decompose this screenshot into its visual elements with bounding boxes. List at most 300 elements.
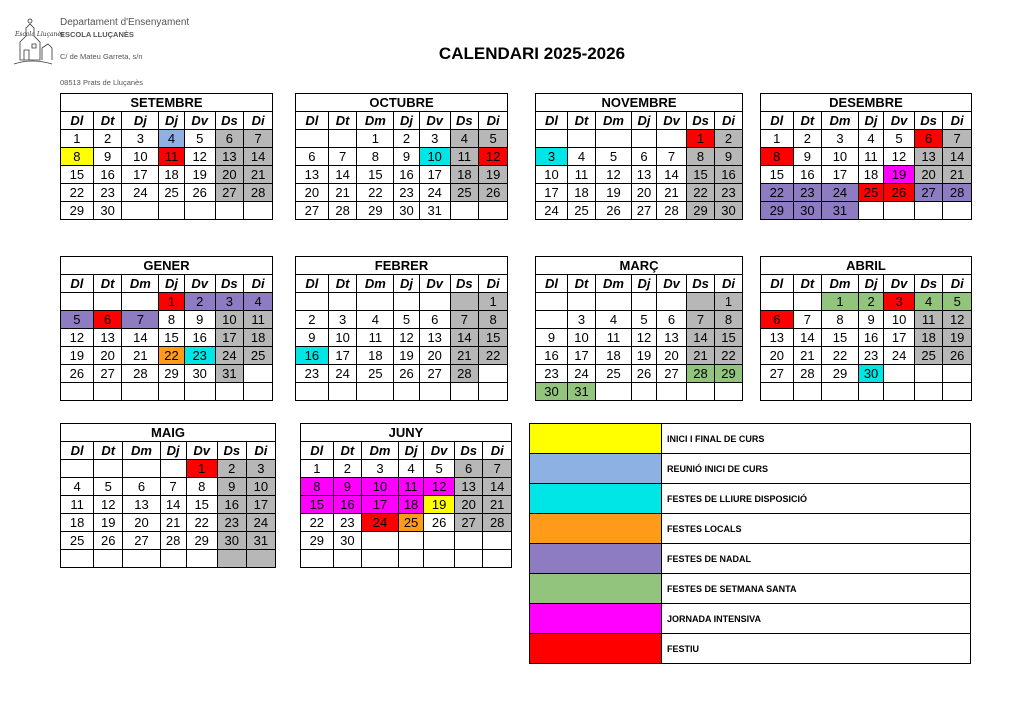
day-cell: 19 bbox=[61, 347, 94, 365]
day-cell: 17 bbox=[884, 329, 915, 347]
empty-cell bbox=[123, 460, 160, 478]
weekday-header: Dj bbox=[122, 112, 159, 130]
day-cell: 17 bbox=[328, 347, 357, 365]
month-table bbox=[60, 423, 276, 568]
day-cell: 15 bbox=[687, 166, 715, 184]
day-cell: 5 bbox=[943, 293, 972, 311]
day-cell: 13 bbox=[93, 329, 122, 347]
empty-cell bbox=[296, 293, 329, 311]
day-cell: 18 bbox=[914, 329, 943, 347]
day-cell: 10 bbox=[122, 148, 159, 166]
empty-cell bbox=[93, 383, 122, 401]
day-cell: 23 bbox=[793, 184, 822, 202]
legend-swatch bbox=[530, 484, 662, 514]
empty-cell bbox=[914, 202, 943, 220]
day-cell: 1 bbox=[186, 460, 217, 478]
week-row bbox=[61, 311, 273, 329]
week-row bbox=[296, 148, 508, 166]
week-row bbox=[296, 329, 508, 347]
day-cell: 14 bbox=[160, 496, 186, 514]
day-cell: 15 bbox=[357, 166, 394, 184]
week-row bbox=[296, 347, 508, 365]
week-row bbox=[61, 329, 273, 347]
weekday-header: Dj bbox=[159, 112, 185, 130]
month-table bbox=[760, 256, 972, 401]
day-cell: 30 bbox=[333, 532, 362, 550]
week-row bbox=[761, 130, 972, 148]
day-cell: 12 bbox=[943, 311, 972, 329]
day-cell: 6 bbox=[761, 311, 794, 329]
day-cell: 17 bbox=[362, 496, 399, 514]
day-cell: 12 bbox=[184, 148, 215, 166]
day-cell: 27 bbox=[761, 365, 794, 383]
day-cell: 20 bbox=[914, 166, 943, 184]
day-cell: 14 bbox=[793, 329, 822, 347]
empty-cell bbox=[424, 550, 455, 568]
weekday-header: Dt bbox=[94, 442, 123, 460]
day-cell: 16 bbox=[394, 166, 420, 184]
day-cell: 12 bbox=[884, 148, 915, 166]
day-cell: 8 bbox=[301, 478, 334, 496]
day-cell: 2 bbox=[217, 460, 246, 478]
empty-cell bbox=[296, 130, 329, 148]
weekday-header: Dt bbox=[568, 275, 596, 293]
day-cell: 27 bbox=[93, 365, 122, 383]
weekday-header: Dv bbox=[184, 275, 215, 293]
day-cell: 26 bbox=[596, 202, 632, 220]
day-cell: 14 bbox=[483, 478, 512, 496]
day-cell: 6 bbox=[632, 148, 657, 166]
day-cell: 17 bbox=[419, 166, 450, 184]
day-cell: 16 bbox=[93, 166, 122, 184]
month-name: NOVEMBRE bbox=[536, 94, 743, 112]
day-cell: 5 bbox=[61, 311, 94, 329]
empty-cell bbox=[362, 532, 399, 550]
week-row bbox=[536, 184, 743, 202]
month-name: MARÇ bbox=[536, 257, 743, 275]
day-cell: 30 bbox=[715, 202, 743, 220]
weekday-header: Di bbox=[715, 112, 743, 130]
weekday-header: Dm bbox=[357, 275, 394, 293]
empty-cell bbox=[184, 383, 215, 401]
day-cell: 1 bbox=[479, 293, 508, 311]
day-cell: 13 bbox=[215, 148, 244, 166]
day-cell: 17 bbox=[122, 166, 159, 184]
legend-swatch bbox=[530, 424, 662, 454]
weekday-header: Dv bbox=[424, 442, 455, 460]
empty-cell bbox=[914, 383, 943, 401]
weekday-header: Di bbox=[483, 442, 512, 460]
day-cell: 15 bbox=[761, 166, 794, 184]
weekday-header: Dl bbox=[761, 112, 794, 130]
empty-cell bbox=[61, 383, 94, 401]
weekday-header: Dv bbox=[419, 112, 450, 130]
day-cell: 19 bbox=[884, 166, 915, 184]
legend-row bbox=[530, 484, 971, 514]
empty-cell bbox=[943, 365, 972, 383]
empty-cell bbox=[858, 383, 883, 401]
weekday-header: Dt bbox=[568, 112, 596, 130]
week-row bbox=[761, 347, 972, 365]
day-cell: 10 bbox=[362, 478, 399, 496]
empty-cell bbox=[215, 383, 244, 401]
day-cell: 4 bbox=[357, 311, 394, 329]
legend-row bbox=[530, 514, 971, 544]
empty-cell bbox=[657, 383, 687, 401]
week-row bbox=[296, 311, 508, 329]
week-row bbox=[301, 496, 512, 514]
day-cell: 16 bbox=[217, 496, 246, 514]
day-cell: 17 bbox=[215, 329, 244, 347]
day-cell: 27 bbox=[914, 184, 943, 202]
month-name: MAIG bbox=[61, 424, 276, 442]
day-cell: 28 bbox=[483, 514, 512, 532]
week-row bbox=[61, 293, 273, 311]
empty-cell bbox=[244, 365, 273, 383]
week-row bbox=[761, 293, 972, 311]
weekday-header: Di bbox=[479, 275, 508, 293]
week-row bbox=[536, 166, 743, 184]
week-row bbox=[761, 365, 972, 383]
week-row bbox=[296, 184, 508, 202]
day-cell: 23 bbox=[715, 184, 743, 202]
day-cell: 3 bbox=[246, 460, 275, 478]
day-cell: 15 bbox=[61, 166, 94, 184]
weekday-header: Dm bbox=[357, 112, 394, 130]
month-abril bbox=[760, 256, 972, 401]
day-cell: 16 bbox=[536, 347, 568, 365]
week-row bbox=[301, 514, 512, 532]
day-cell: 28 bbox=[244, 184, 273, 202]
week-row bbox=[536, 311, 743, 329]
empty-cell bbox=[333, 550, 362, 568]
day-cell: 5 bbox=[94, 478, 123, 496]
day-cell: 4 bbox=[244, 293, 273, 311]
empty-cell bbox=[328, 383, 357, 401]
week-row bbox=[536, 293, 743, 311]
month-juny bbox=[300, 423, 512, 568]
weekday-header: Ds bbox=[215, 275, 244, 293]
month-marc bbox=[535, 256, 741, 401]
week-row bbox=[61, 514, 276, 532]
weekday-header: Dj bbox=[160, 442, 186, 460]
day-cell: 10 bbox=[822, 148, 859, 166]
empty-cell bbox=[483, 550, 512, 568]
day-cell: 7 bbox=[122, 311, 159, 329]
day-cell: 13 bbox=[419, 329, 450, 347]
day-cell: 9 bbox=[536, 329, 568, 347]
empty-cell bbox=[328, 130, 357, 148]
school-header bbox=[12, 14, 272, 94]
day-cell: 2 bbox=[793, 130, 822, 148]
legend-row bbox=[530, 574, 971, 604]
week-row bbox=[761, 383, 972, 401]
day-cell: 22 bbox=[479, 347, 508, 365]
month-table bbox=[535, 256, 743, 401]
page-title: CALENDARI 2025-2026 bbox=[438, 44, 626, 63]
day-cell: 27 bbox=[632, 202, 657, 220]
empty-cell bbox=[858, 202, 883, 220]
empty-cell bbox=[217, 550, 246, 568]
empty-cell bbox=[244, 202, 273, 220]
week-row bbox=[61, 130, 273, 148]
logo-lettering: Escola Lluçanès bbox=[15, 31, 65, 38]
empty-cell bbox=[160, 460, 186, 478]
weekday-header: Dm bbox=[822, 275, 859, 293]
day-cell: 29 bbox=[61, 202, 94, 220]
weekday-header: Dt bbox=[333, 442, 362, 460]
day-cell: 25 bbox=[159, 184, 185, 202]
day-cell: 28 bbox=[160, 532, 186, 550]
day-cell: 9 bbox=[333, 478, 362, 496]
day-cell: 13 bbox=[454, 478, 483, 496]
legend-row bbox=[530, 604, 971, 634]
day-cell: 27 bbox=[657, 365, 687, 383]
day-cell: 6 bbox=[215, 130, 244, 148]
day-cell: 15 bbox=[186, 496, 217, 514]
week-row bbox=[296, 130, 508, 148]
day-cell: 3 bbox=[328, 311, 357, 329]
day-cell: 8 bbox=[159, 311, 185, 329]
day-cell: 29 bbox=[357, 202, 394, 220]
day-cell: 23 bbox=[93, 184, 122, 202]
day-cell: 3 bbox=[122, 130, 159, 148]
weekday-header: Dj bbox=[398, 442, 423, 460]
empty-cell bbox=[884, 365, 915, 383]
day-cell: 15 bbox=[715, 329, 743, 347]
day-cell: 6 bbox=[93, 311, 122, 329]
weekday-header: Dl bbox=[761, 275, 794, 293]
empty-cell bbox=[362, 550, 399, 568]
day-cell: 8 bbox=[761, 148, 794, 166]
day-cell: 18 bbox=[858, 166, 883, 184]
legend-label: REUNIÓ INICI DE CURS bbox=[662, 454, 971, 484]
empty-cell bbox=[159, 202, 185, 220]
weekday-header: Dv bbox=[657, 275, 687, 293]
week-row bbox=[761, 184, 972, 202]
legend-row bbox=[530, 454, 971, 484]
empty-cell bbox=[483, 532, 512, 550]
day-cell: 9 bbox=[394, 148, 420, 166]
day-cell: 28 bbox=[943, 184, 972, 202]
weekday-header: Di bbox=[479, 112, 508, 130]
day-cell: 10 bbox=[568, 329, 596, 347]
day-cell: 27 bbox=[296, 202, 329, 220]
day-cell: 25 bbox=[61, 532, 94, 550]
weekday-header: Dm bbox=[123, 442, 160, 460]
day-cell: 29 bbox=[687, 202, 715, 220]
legend-label: FESTES LOCALS bbox=[662, 514, 971, 544]
day-cell: 17 bbox=[568, 347, 596, 365]
empty-cell bbox=[61, 550, 94, 568]
week-row bbox=[301, 460, 512, 478]
day-cell: 11 bbox=[61, 496, 94, 514]
day-cell: 5 bbox=[596, 148, 632, 166]
weekday-header: Di bbox=[943, 275, 972, 293]
day-cell: 19 bbox=[394, 347, 420, 365]
empty-cell bbox=[761, 383, 794, 401]
day-cell: 21 bbox=[943, 166, 972, 184]
weekday-header: Dt bbox=[93, 112, 122, 130]
department-name: Departament d'Ensenyament bbox=[60, 17, 190, 28]
day-cell: 7 bbox=[450, 311, 479, 329]
weekday-header: Di bbox=[943, 112, 972, 130]
empty-cell bbox=[246, 550, 275, 568]
weekday-header: Dv bbox=[884, 275, 915, 293]
day-cell: 7 bbox=[687, 311, 715, 329]
week-row bbox=[761, 311, 972, 329]
day-cell: 11 bbox=[858, 148, 883, 166]
day-cell: 18 bbox=[398, 496, 423, 514]
month-table bbox=[535, 93, 743, 220]
day-cell: 13 bbox=[657, 329, 687, 347]
month-novembre bbox=[535, 93, 741, 220]
day-cell: 4 bbox=[858, 130, 883, 148]
day-cell: 6 bbox=[454, 460, 483, 478]
weekday-header: Dl bbox=[61, 275, 94, 293]
empty-cell bbox=[94, 550, 123, 568]
day-cell: 28 bbox=[328, 202, 357, 220]
day-cell: 4 bbox=[568, 148, 596, 166]
empty-cell bbox=[394, 383, 420, 401]
day-cell: 5 bbox=[424, 460, 455, 478]
day-cell: 11 bbox=[568, 166, 596, 184]
day-cell: 2 bbox=[394, 130, 420, 148]
day-cell: 4 bbox=[61, 478, 94, 496]
day-cell: 24 bbox=[536, 202, 568, 220]
week-row bbox=[61, 532, 276, 550]
legend-swatch bbox=[530, 454, 662, 484]
weekday-header: Dl bbox=[61, 112, 94, 130]
day-cell: 16 bbox=[793, 166, 822, 184]
day-cell: 7 bbox=[943, 130, 972, 148]
month-table bbox=[60, 256, 273, 401]
day-cell: 4 bbox=[914, 293, 943, 311]
legend-label: FESTES DE LLIURE DISPOSICIÓ bbox=[662, 484, 971, 514]
day-cell: 14 bbox=[328, 166, 357, 184]
legend-row bbox=[530, 424, 971, 454]
empty-cell bbox=[914, 365, 943, 383]
month-name: GENER bbox=[61, 257, 273, 275]
day-cell: 22 bbox=[822, 347, 859, 365]
month-name: SETEMBRE bbox=[61, 94, 273, 112]
day-cell: 16 bbox=[858, 329, 883, 347]
day-cell: 24 bbox=[419, 184, 450, 202]
day-cell: 6 bbox=[123, 478, 160, 496]
day-cell: 24 bbox=[328, 365, 357, 383]
day-cell: 6 bbox=[419, 311, 450, 329]
day-cell: 22 bbox=[715, 347, 743, 365]
weekday-header: Dm bbox=[122, 275, 159, 293]
week-row bbox=[761, 148, 972, 166]
day-cell: 1 bbox=[687, 130, 715, 148]
day-cell: 24 bbox=[822, 184, 859, 202]
day-cell: 28 bbox=[450, 365, 479, 383]
day-cell: 21 bbox=[328, 184, 357, 202]
day-cell: 14 bbox=[943, 148, 972, 166]
day-cell: 13 bbox=[296, 166, 329, 184]
empty-cell bbox=[123, 550, 160, 568]
day-cell: 9 bbox=[858, 311, 883, 329]
day-cell: 18 bbox=[159, 166, 185, 184]
week-row bbox=[301, 550, 512, 568]
empty-cell bbox=[328, 293, 357, 311]
day-cell: 2 bbox=[858, 293, 883, 311]
empty-cell bbox=[296, 383, 329, 401]
weekday-header: Dl bbox=[301, 442, 334, 460]
day-cell: 5 bbox=[479, 130, 508, 148]
day-cell: 20 bbox=[454, 496, 483, 514]
school-logo-icon bbox=[12, 14, 65, 68]
empty-cell bbox=[568, 130, 596, 148]
week-row bbox=[536, 365, 743, 383]
weekday-header: Dj bbox=[632, 275, 657, 293]
weekday-header: Dl bbox=[536, 275, 568, 293]
day-cell: 3 bbox=[822, 130, 859, 148]
day-cell: 22 bbox=[61, 184, 94, 202]
legend-label: INICI I FINAL DE CURS bbox=[662, 424, 971, 454]
day-cell: 27 bbox=[454, 514, 483, 532]
day-cell: 19 bbox=[596, 184, 632, 202]
weekday-header: Dv bbox=[884, 112, 915, 130]
day-cell: 8 bbox=[357, 148, 394, 166]
week-row bbox=[296, 365, 508, 383]
day-cell: 5 bbox=[884, 130, 915, 148]
day-cell: 29 bbox=[761, 202, 794, 220]
legend bbox=[529, 423, 971, 664]
empty-cell bbox=[596, 293, 632, 311]
month-name: ABRIL bbox=[761, 257, 972, 275]
day-cell: 3 bbox=[568, 311, 596, 329]
day-cell: 9 bbox=[93, 148, 122, 166]
day-cell: 23 bbox=[536, 365, 568, 383]
empty-cell bbox=[536, 311, 568, 329]
day-cell: 8 bbox=[822, 311, 859, 329]
empty-cell bbox=[479, 202, 508, 220]
day-cell: 2 bbox=[184, 293, 215, 311]
empty-cell bbox=[687, 293, 715, 311]
day-cell: 26 bbox=[424, 514, 455, 532]
day-cell: 14 bbox=[450, 329, 479, 347]
empty-cell bbox=[657, 130, 687, 148]
weekday-header: Dv bbox=[657, 112, 687, 130]
empty-cell bbox=[884, 202, 915, 220]
day-cell: 29 bbox=[301, 532, 334, 550]
legend-row bbox=[530, 544, 971, 574]
day-cell: 11 bbox=[244, 311, 273, 329]
day-cell: 18 bbox=[357, 347, 394, 365]
weekday-header: Dl bbox=[296, 275, 329, 293]
day-cell: 27 bbox=[123, 532, 160, 550]
day-cell: 20 bbox=[93, 347, 122, 365]
empty-cell bbox=[536, 293, 568, 311]
month-table bbox=[760, 93, 972, 220]
weekday-header: Dm bbox=[822, 112, 859, 130]
month-gener bbox=[60, 256, 273, 401]
school-postal: 08513 Prats de Lluçanès bbox=[60, 78, 143, 87]
empty-cell bbox=[419, 383, 450, 401]
month-table bbox=[295, 256, 508, 401]
week-row bbox=[301, 532, 512, 550]
day-cell: 18 bbox=[568, 184, 596, 202]
day-cell: 20 bbox=[419, 347, 450, 365]
day-cell: 30 bbox=[793, 202, 822, 220]
day-cell: 11 bbox=[357, 329, 394, 347]
week-row bbox=[296, 383, 508, 401]
day-cell: 22 bbox=[301, 514, 334, 532]
empty-cell bbox=[159, 383, 185, 401]
day-cell: 10 bbox=[419, 148, 450, 166]
